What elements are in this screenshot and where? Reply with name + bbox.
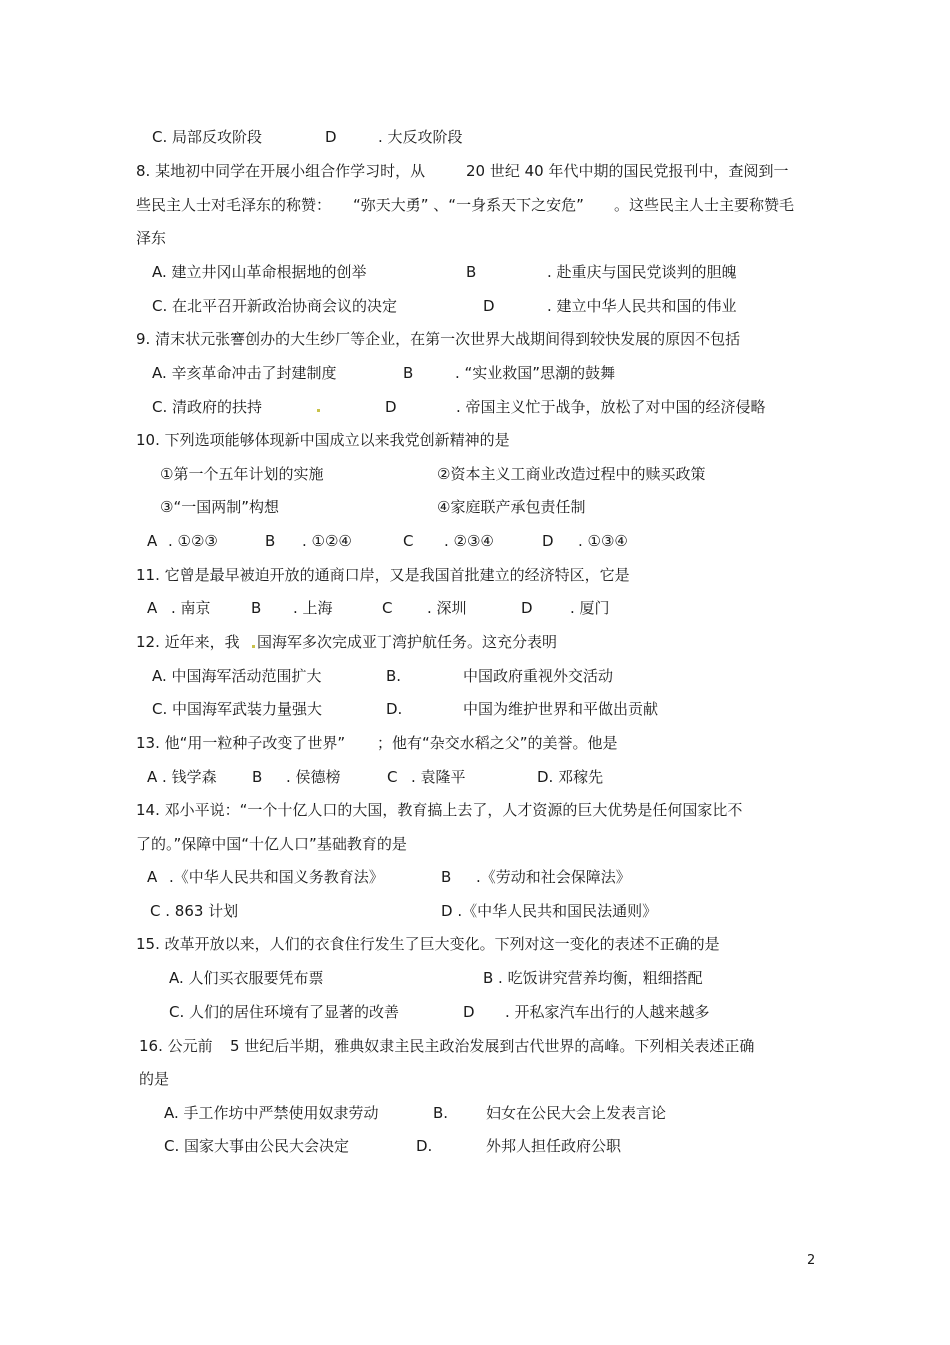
question-9-option-c: C. 清政府的扶持 <box>152 398 263 416</box>
question-8-option-b-letter: B <box>466 263 477 281</box>
question-12-option-d-letter: D. <box>386 700 403 718</box>
page-number: 2 <box>807 1253 816 1268</box>
question-14-stem-line1: 14. 邓小平说：“一个十亿人口的大国，教育搞上去了，人才资源的巨大优势是任何国家比不 <box>136 801 743 819</box>
question-15-option-a: A. 人们买衣服要凭布票 <box>169 969 324 987</box>
question-12-option-a: A. 中国海军活动范围扩大 <box>152 667 322 685</box>
question-10-option-d-letter: D <box>542 532 554 550</box>
question-13-stem-part2: ；他有“杂交水稻之父”的美誉。他是 <box>377 734 618 752</box>
option-d-letter-q7: D <box>325 128 337 146</box>
question-16-option-a: A. 手工作坊中严禁使用奴隶劳动 <box>164 1104 379 1122</box>
question-16-option-c: C. 国家大事由公民大会决定 <box>164 1137 350 1155</box>
question-12-option-b-text: 中国政府重视外交活动 <box>463 667 614 685</box>
question-13-stem-part1: 13. 他“用一粒种子改变了世界” <box>136 734 346 752</box>
question-8-stem-line2-a: 些民主人士对毛泽东的称赞： <box>136 196 332 214</box>
question-8-option-a: A. 建立井冈山革命根据地的创举 <box>152 263 367 281</box>
question-8-option-b-text: . 赴重庆与国民党谈判的胆魄 <box>547 263 737 281</box>
question-11-option-b-text: . 上海 <box>293 599 333 617</box>
print-speck <box>252 645 255 648</box>
question-14-option-a-letter: A <box>147 868 158 886</box>
question-11-stem: 11. 它曾是最早被迫开放的通商口岸，又是我国首批建立的经济特区，它是 <box>136 566 630 584</box>
question-13-option-a: A . 钱学森 <box>147 768 217 786</box>
question-11-option-d-text: . 厦门 <box>570 599 610 617</box>
question-15-option-c: C. 人们的居住环境有了显著的改善 <box>169 1003 400 1021</box>
question-16-stem-part2: 5 世纪后半期，雅典奴隶主民主政治发展到古代世界的高峰。下列相关表述正确 <box>230 1037 755 1055</box>
question-9-option-d-letter: D <box>385 398 397 416</box>
question-15-option-d-text: . 开私家汽车出行的人越来越多 <box>505 1003 710 1021</box>
question-9-stem: 9. 清末状元张謇创办的大生纱厂等企业，在第一次世界大战期间得到较快发展的原因不包括 <box>136 330 741 348</box>
question-8-stem-line2-b: “弥天大勇” 、“一身系天下之安危” <box>353 196 584 214</box>
question-13-option-b-text: . 侯德榜 <box>286 768 341 786</box>
question-11-option-c-letter: C <box>382 599 393 617</box>
question-14-option-a-text: .《中华人民共和国义务教育法》 <box>169 868 384 886</box>
question-10-item-2: ②资本主义工商业改造过程中的赎买政策 <box>437 465 706 483</box>
question-15-option-d-letter: D <box>463 1003 475 1021</box>
question-10-option-c-letter: C <box>403 532 414 550</box>
question-10-option-b-letter: B <box>265 532 276 550</box>
question-15-stem: 15. 改革开放以来，人们的衣食住行发生了巨大变化。下列对这一变化的表述不正确的是 <box>136 935 720 953</box>
question-16-option-d-letter: D. <box>416 1137 433 1155</box>
question-13-option-b-letter: B <box>252 768 263 786</box>
option-c-q7: C. 局部反攻阶段 <box>152 128 263 146</box>
question-11-option-d-letter: D <box>521 599 533 617</box>
question-9-option-b-text: . “实业救国”思潮的鼓舞 <box>455 364 616 382</box>
question-10-option-c-text: . ②③④ <box>444 532 494 550</box>
question-9-option-b-letter: B <box>403 364 414 382</box>
question-11-option-a-letter: A <box>147 599 158 617</box>
question-15-option-b: B . 吃饭讲究营养均衡，粗细搭配 <box>483 969 703 987</box>
question-10-item-3: ③“一国两制”构想 <box>160 498 279 516</box>
question-16-option-b-text: 妇女在公民大会上发表言论 <box>486 1104 667 1122</box>
question-12-option-d-text: 中国为维护世界和平做出贡献 <box>463 700 659 718</box>
question-8-option-c: C. 在北平召开新政治协商会议的决定 <box>152 297 398 315</box>
question-12-option-b-letter: B. <box>386 667 402 685</box>
question-13-option-c-text: . 袁隆平 <box>411 768 466 786</box>
question-9-option-a: A. 辛亥革命冲击了封建制度 <box>152 364 337 382</box>
question-12-stem-part1: 12. 近年来，我 <box>136 633 240 651</box>
question-16-stem-line2: 的是 <box>139 1070 170 1088</box>
question-10-item-1: ①第一个五年计划的实施 <box>160 465 324 483</box>
question-10-option-a-text: . ①②③ <box>168 532 218 550</box>
question-16-option-d-text: 外邦人担任政府公职 <box>486 1137 622 1155</box>
question-9-option-d-text: . 帝国主义忙于战争，放松了对中国的经济侵略 <box>456 398 766 416</box>
question-14-option-b-text: .《劳动和社会保障法》 <box>476 868 631 886</box>
question-8-option-d-letter: D <box>483 297 495 315</box>
question-16-option-b-letter: B. <box>433 1104 449 1122</box>
question-14-option-d: D .《中华人民共和国民法通则》 <box>441 902 658 920</box>
question-14-option-c: C . 863 计划 <box>150 902 239 920</box>
question-8-stem-line2-c: 。这些民主人士主要称赞毛 <box>614 196 795 214</box>
question-10-option-d-text: . ①③④ <box>578 532 628 550</box>
question-12-option-c: C. 中国海军武装力量强大 <box>152 700 323 718</box>
question-8-stem-part2: 20 世纪 40 年代中期的国民党报刊中，查阅到一 <box>466 162 789 180</box>
question-10-stem: 10. 下列选项能够体现新中国成立以来我党创新精神的是 <box>136 431 510 449</box>
question-8-option-d-text: . 建立中华人民共和国的伟业 <box>547 297 737 315</box>
question-10-option-b-text: . ①②④ <box>302 532 352 550</box>
question-14-stem-line2: 了的。”保障中国“十亿人口”基础教育的是 <box>136 835 407 853</box>
print-speck <box>317 409 320 412</box>
question-14-option-b-letter: B <box>441 868 452 886</box>
question-8-stem-line3: 泽东 <box>136 229 167 247</box>
question-13-option-c-letter: C <box>387 768 398 786</box>
question-10-item-4: ④家庭联产承包责任制 <box>437 498 586 516</box>
option-d-text-q7: . 大反攻阶段 <box>378 128 463 146</box>
question-16-stem-part1: 16. 公元前 <box>139 1037 213 1055</box>
question-8-stem-part1: 8. 某地初中同学在开展小组合作学习时，从 <box>136 162 426 180</box>
question-10-option-a-letter: A <box>147 532 158 550</box>
question-11-option-a-text: . 南京 <box>171 599 211 617</box>
question-11-option-c-text: . 深圳 <box>427 599 467 617</box>
question-12-stem-part2: 国海军多次完成亚丁湾护航任务。这充分表明 <box>257 633 558 651</box>
question-13-option-d: D. 邓稼先 <box>537 768 604 786</box>
question-11-option-b-letter: B <box>251 599 262 617</box>
